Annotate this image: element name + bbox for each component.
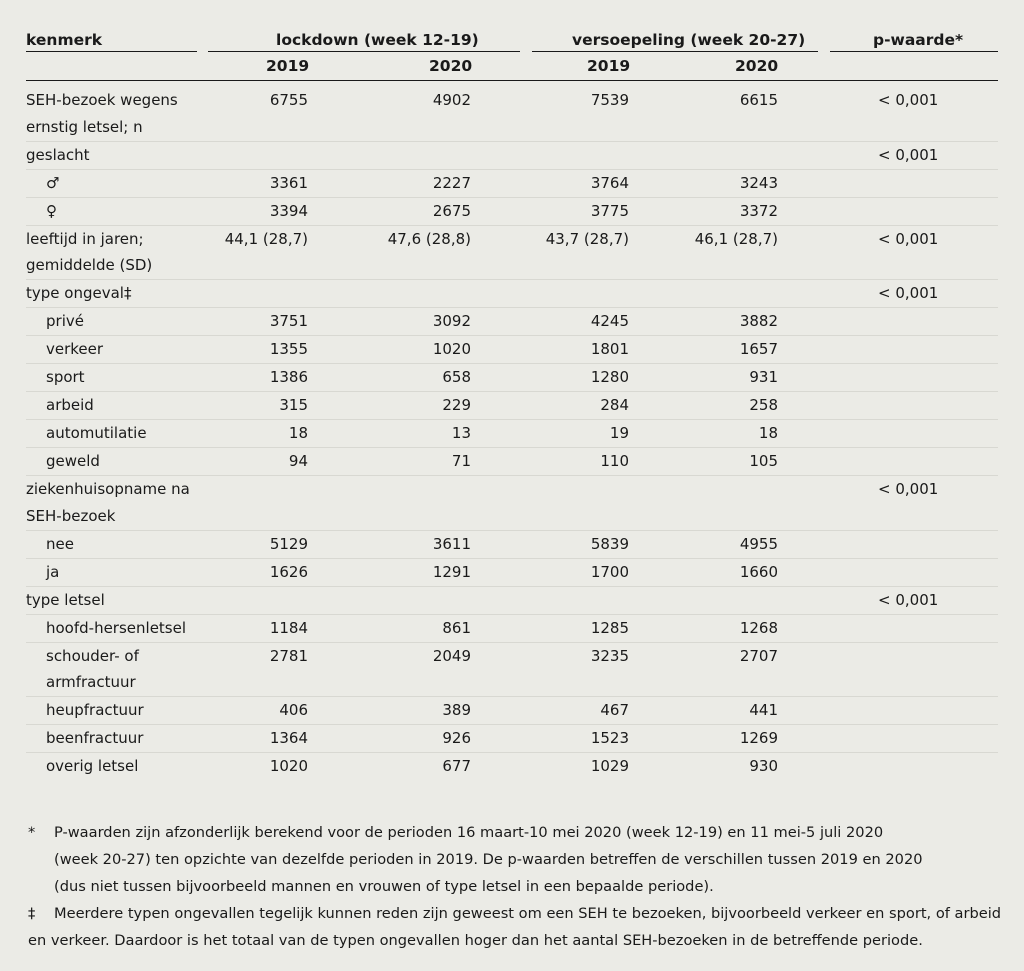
row-value: 3243 <box>739 173 778 192</box>
table-row <box>26 419 998 448</box>
row-value: 258 <box>749 396 778 414</box>
row-value: 3764 <box>590 173 629 192</box>
row-label: SEH-bezoek wegens <box>26 91 178 109</box>
row-label: SEH-bezoek <box>26 506 116 525</box>
table-row <box>26 447 998 476</box>
row-value: 5129 <box>269 534 308 553</box>
row-p-value: < 0,001 <box>878 284 939 302</box>
table-row <box>26 696 998 725</box>
header-group-lockdown: lockdown (week 12-19) <box>276 31 479 49</box>
table-row <box>26 558 998 587</box>
row-label: arbeid <box>46 396 94 414</box>
row-p-value: < 0,001 <box>878 145 939 164</box>
table-row <box>26 614 998 643</box>
row-value: 105 <box>749 452 778 470</box>
table-row <box>26 363 998 392</box>
row-label: schouder- of <box>46 646 139 665</box>
row-value: 1291 <box>432 562 471 581</box>
row-label: sport <box>46 368 85 386</box>
row-value: 3372 <box>739 201 778 220</box>
row-value: 43,7 (28,7) <box>545 229 629 248</box>
row-value: 4955 <box>739 534 778 553</box>
row-p-value: < 0,001 <box>878 480 939 498</box>
row-value: 1523 <box>590 729 629 747</box>
row-value: 1029 <box>590 757 629 775</box>
header-kenmerk: kenmerk <box>26 31 103 49</box>
row-p-value: < 0,001 <box>878 91 939 109</box>
header-bottom-rule <box>26 80 998 81</box>
row-p-value: < 0,001 <box>878 590 939 609</box>
footnote-line: (dus niet tussen bijvoorbeeld mannen en vrouwen of type letsel in een bepaalde periode). <box>54 878 714 895</box>
row-value: 658 <box>442 368 471 386</box>
row-value: 3775 <box>590 201 629 220</box>
row-value: 2049 <box>432 646 471 665</box>
row-value: 2707 <box>739 646 778 665</box>
row-value: 1657 <box>739 340 778 358</box>
row-label: type letsel <box>26 590 105 609</box>
row-value: 19 <box>609 424 629 442</box>
footnote-mark: ‡ <box>28 905 36 922</box>
row-label: overig letsel <box>46 757 139 775</box>
row-value: 13 <box>451 424 471 442</box>
row-value: 1280 <box>590 368 629 386</box>
row-value: 94 <box>288 452 308 470</box>
row-label: ♀ <box>46 201 57 220</box>
row-value: 3882 <box>739 312 778 330</box>
row-value: 1386 <box>269 368 308 386</box>
header-p-waarde: p-waarde* <box>873 31 964 49</box>
row-value: 2227 <box>432 173 471 192</box>
row-value: 6615 <box>739 91 778 109</box>
row-label: ja <box>46 562 60 581</box>
row-label: geweld <box>46 452 100 470</box>
row-p-value: < 0,001 <box>878 229 939 248</box>
row-value: 441 <box>749 701 778 719</box>
table-row <box>26 752 998 780</box>
row-value: 7539 <box>590 91 629 109</box>
row-value: 1364 <box>269 729 308 747</box>
row-label: leeftijd in jaren; <box>26 229 144 248</box>
row-value: 1660 <box>739 562 778 581</box>
table-row <box>26 225 998 281</box>
row-label: automutilatie <box>46 424 147 442</box>
header-rule-kenmerk <box>26 51 197 52</box>
row-value: 1020 <box>432 340 471 358</box>
row-label: armfractuur <box>46 673 136 691</box>
row-value: 1700 <box>590 562 629 581</box>
header-rule-p <box>830 51 998 52</box>
row-value: 1020 <box>269 757 308 775</box>
header-year-versoepeling-2019: 2019 <box>587 57 631 75</box>
row-label: geslacht <box>26 145 90 164</box>
header-rule-lockdown <box>208 51 520 52</box>
row-label: gemiddelde (SD) <box>26 256 153 274</box>
row-value: 71 <box>451 452 471 470</box>
table-row <box>26 475 998 531</box>
footnote-mark: * <box>28 824 36 841</box>
header-rule-versoepeling <box>532 51 818 52</box>
row-value: 406 <box>279 701 308 719</box>
row-label: type ongeval‡ <box>26 284 132 302</box>
row-value: 3751 <box>269 312 308 330</box>
row-value: 47,6 (28,8) <box>387 229 471 248</box>
row-value: 3394 <box>269 201 308 220</box>
row-value: 931 <box>749 368 778 386</box>
row-label: ziekenhuisopname na <box>26 480 190 498</box>
row-value: 6755 <box>269 91 308 109</box>
header-year-lockdown-2019: 2019 <box>266 57 310 75</box>
row-value: 4245 <box>590 312 629 330</box>
row-value: 18 <box>288 424 308 442</box>
row-label: privé <box>46 312 84 330</box>
row-value: 926 <box>442 729 471 747</box>
table-row <box>26 86 998 142</box>
row-value: 677 <box>442 757 471 775</box>
row-value: 3092 <box>432 312 471 330</box>
row-value: 44,1 (28,7) <box>224 229 308 248</box>
header-year-lockdown-2020: 2020 <box>429 57 473 75</box>
table-row <box>26 391 998 420</box>
row-value: 1626 <box>269 562 308 581</box>
row-label: hoofd-hersenletsel <box>46 618 187 637</box>
row-value: 3361 <box>269 173 308 192</box>
row-value: 1184 <box>269 618 308 637</box>
table-row <box>26 169 998 198</box>
row-value: 1355 <box>269 340 308 358</box>
table-row <box>26 141 998 170</box>
table-row <box>26 307 998 336</box>
row-label: heupfractuur <box>46 701 144 719</box>
row-value: 3611 <box>432 534 471 553</box>
row-value: 2675 <box>432 201 471 220</box>
row-value: 389 <box>442 701 471 719</box>
row-value: 930 <box>749 757 778 775</box>
row-value: 1285 <box>590 618 629 637</box>
row-value: 1269 <box>739 729 778 747</box>
table-row <box>26 642 998 698</box>
row-value: 3235 <box>590 646 629 665</box>
table-row <box>26 586 998 615</box>
row-value: 18 <box>758 424 778 442</box>
row-value: 284 <box>600 396 629 414</box>
row-value: 1801 <box>590 340 629 358</box>
header-year-versoepeling-2020: 2020 <box>735 57 779 75</box>
row-label: ♂ <box>46 173 60 192</box>
footnote-line: Meerdere typen ongevallen tegelijk kunnen reden zijn geweest om een SEH te bezoeken, bijvoorbeeld verkeer en sport, of arbeid <box>54 905 1002 922</box>
table-row <box>26 530 998 559</box>
row-label: ernstig letsel; n <box>26 117 143 136</box>
row-value: 5839 <box>590 534 629 553</box>
table-row <box>26 724 998 753</box>
row-value: 315 <box>279 396 308 414</box>
table-row <box>26 279 998 308</box>
row-value: 229 <box>442 396 471 414</box>
row-value: 467 <box>600 701 629 719</box>
footnote-line: en verkeer. Daardoor is het totaal van de typen ongevallen hoger dan het aantal SEH-bezoeken in de betreffende periode. <box>28 932 923 949</box>
row-value: 1268 <box>739 618 778 637</box>
row-value: 110 <box>600 452 629 470</box>
row-value: 2781 <box>269 646 308 665</box>
row-label: nee <box>46 534 74 553</box>
table-row <box>26 335 998 364</box>
row-value: 4902 <box>432 91 471 109</box>
row-label: verkeer <box>46 340 104 358</box>
header-group-versoepeling: versoepeling (week 20-27) <box>572 31 806 49</box>
row-value: 861 <box>442 618 471 637</box>
footnote-line: P-waarden zijn afzonderlijk berekend voor de perioden 16 maart-10 mei 2020 (week 12-19) en 11 mei-5 juli 2020 <box>54 824 884 841</box>
table-row <box>26 197 998 226</box>
row-value: 46,1 (28,7) <box>694 229 778 248</box>
footnote-line: (week 20-27) ten opzichte van dezelfde perioden in 2019. De p-waarden betreffen de verschillen tussen 2019 en 2020 <box>54 851 923 868</box>
row-label: beenfractuur <box>46 729 144 747</box>
